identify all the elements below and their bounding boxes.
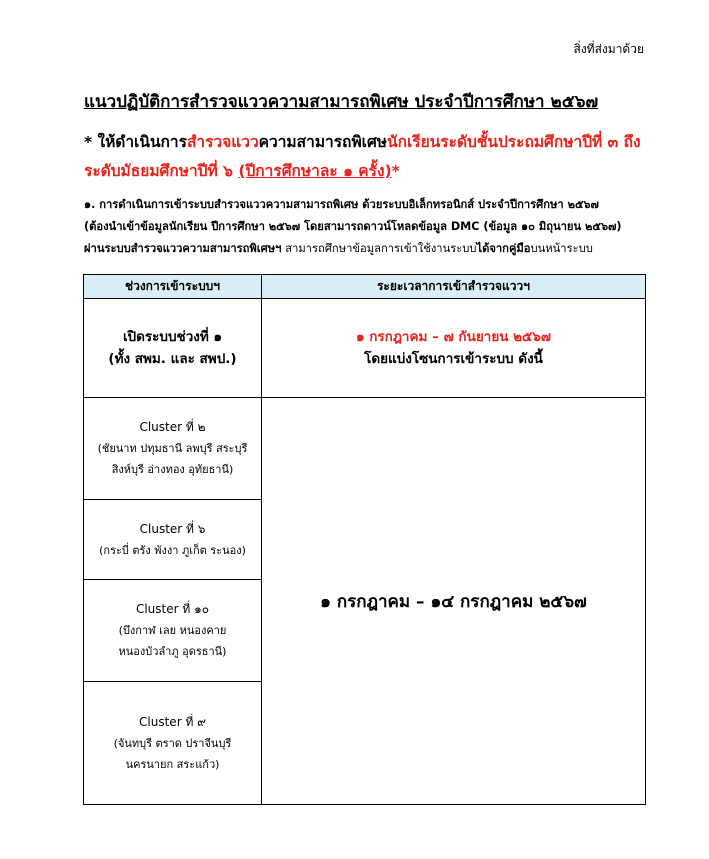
cluster-title: Cluster ที่ ๖ <box>139 521 206 536</box>
notice-text-1: * ให้ดำเนินการ <box>84 133 187 151</box>
attachment-note: สิ่งที่ส่งมาด้วย <box>573 42 644 56</box>
cluster-provinces: สิงห์บุรี อ่างทอง อุทัยธานี) <box>111 463 234 476</box>
page-title: แนวปฏิบัติการสำรวจแววความสามารถพิเศษ ประจำปีการศึกษา ๒๕๖๗ <box>84 92 599 112</box>
table-row <box>84 398 646 500</box>
section-1-line-3c: ได้จากคู่มือ <box>476 242 531 255</box>
table-row <box>84 299 646 398</box>
cluster-cell <box>84 500 262 580</box>
phase1-scope: (ทั้ง สพม. และ สพป.) <box>108 351 237 367</box>
cluster-title: Cluster ที่ ๑๐ <box>135 602 210 616</box>
phase1-zone-note: โดยแบ่งโซนการเข้าระบบ ดังนี้ <box>364 351 543 367</box>
cluster-cell <box>84 682 262 805</box>
section-1-line-3 <box>84 238 654 260</box>
section-1-line-2: (ต้องนำเข้าข้อมูลนักเรียน ปีการศึกษา ๒๕๖๗ โดยสามารถดาวน์โหลดข้อมูล DMC (ข้อมูล ๑๐ มิถุนายน ๒๕๖๗) <box>84 220 622 233</box>
section-1-line-1: ๑. การดำเนินการเข้าระบบสำรวจแววความสามารถพิเศษ ด้วยระบบอิเล็กทรอนิกส์ ประจำปีการศึกษา ๒๕๖๗ <box>84 198 599 211</box>
section-1 <box>84 194 654 260</box>
cluster-provinces: นครนายก สระแก้ว) <box>125 757 220 771</box>
cluster-period: ๑ กรกฎาคม – ๑๔ กรกฎาคม ๒๕๖๗ <box>320 591 587 612</box>
notice-paragraph <box>84 128 644 186</box>
table-header-period: ระยะเวลาการเข้าสำรวจแววฯ <box>262 275 646 299</box>
phase1-period: ๑ กรกฎาคม – ๗ กันยายน ๒๕๖๗ <box>355 329 551 345</box>
notice-text-5: (ปีการศึกษาละ ๑ ครั้ง) <box>238 162 392 180</box>
cluster-provinces: หนองบัวลำภู อุดรธานี) <box>118 645 227 658</box>
cluster-title: Cluster ที่ ๒ <box>139 420 206 434</box>
cluster-provinces: (กระบี่ ตรัง พังงา ภูเก็ต ระนอง) <box>99 543 246 557</box>
table-header-phase: ช่วงการเข้าระบบฯ <box>84 275 262 299</box>
phase1-name: เปิดระบบช่วงที่ ๑ <box>122 329 223 345</box>
schedule-table <box>83 274 646 805</box>
cluster-cell <box>84 398 262 500</box>
notice-text-4: นักเรียนระดับชั้นประถมศึกษาปีที่ ๓ ถึง ระดับมัธยมศึกษาปีที่ ๖ <box>84 133 641 180</box>
cluster-provinces: (บึงกาฬ เลย หนองคาย <box>118 624 227 637</box>
cluster-cell <box>84 580 262 682</box>
cluster-provinces: (ชัยนาท ปทุมธานี ลพบุรี สระบุรี <box>97 442 248 455</box>
section-1-line-3a: ผ่านระบบสำรวจแววความสามารถพิเศษฯ <box>84 242 286 255</box>
notice-text-3: ความสามารถพิเศษ <box>258 133 388 151</box>
cluster-title: Cluster ที่ ๙ <box>139 714 206 729</box>
phase1-cell <box>84 299 262 398</box>
section-1-line-3b: สามารถศึกษาข้อมูลการเข้าใช้งานระบบ <box>285 242 477 255</box>
phase1-period-cell <box>262 299 646 398</box>
table-header-row <box>84 275 646 299</box>
cluster-provinces: (จันทบุรี ตราด ปราจีนบุรี <box>113 736 232 750</box>
section-1-line-3d: บนหน้าระบบ <box>530 242 593 255</box>
cluster-period-cell <box>262 398 646 805</box>
notice-text-6: * <box>391 162 400 180</box>
notice-text-2: สำรวจแวว <box>186 133 259 151</box>
